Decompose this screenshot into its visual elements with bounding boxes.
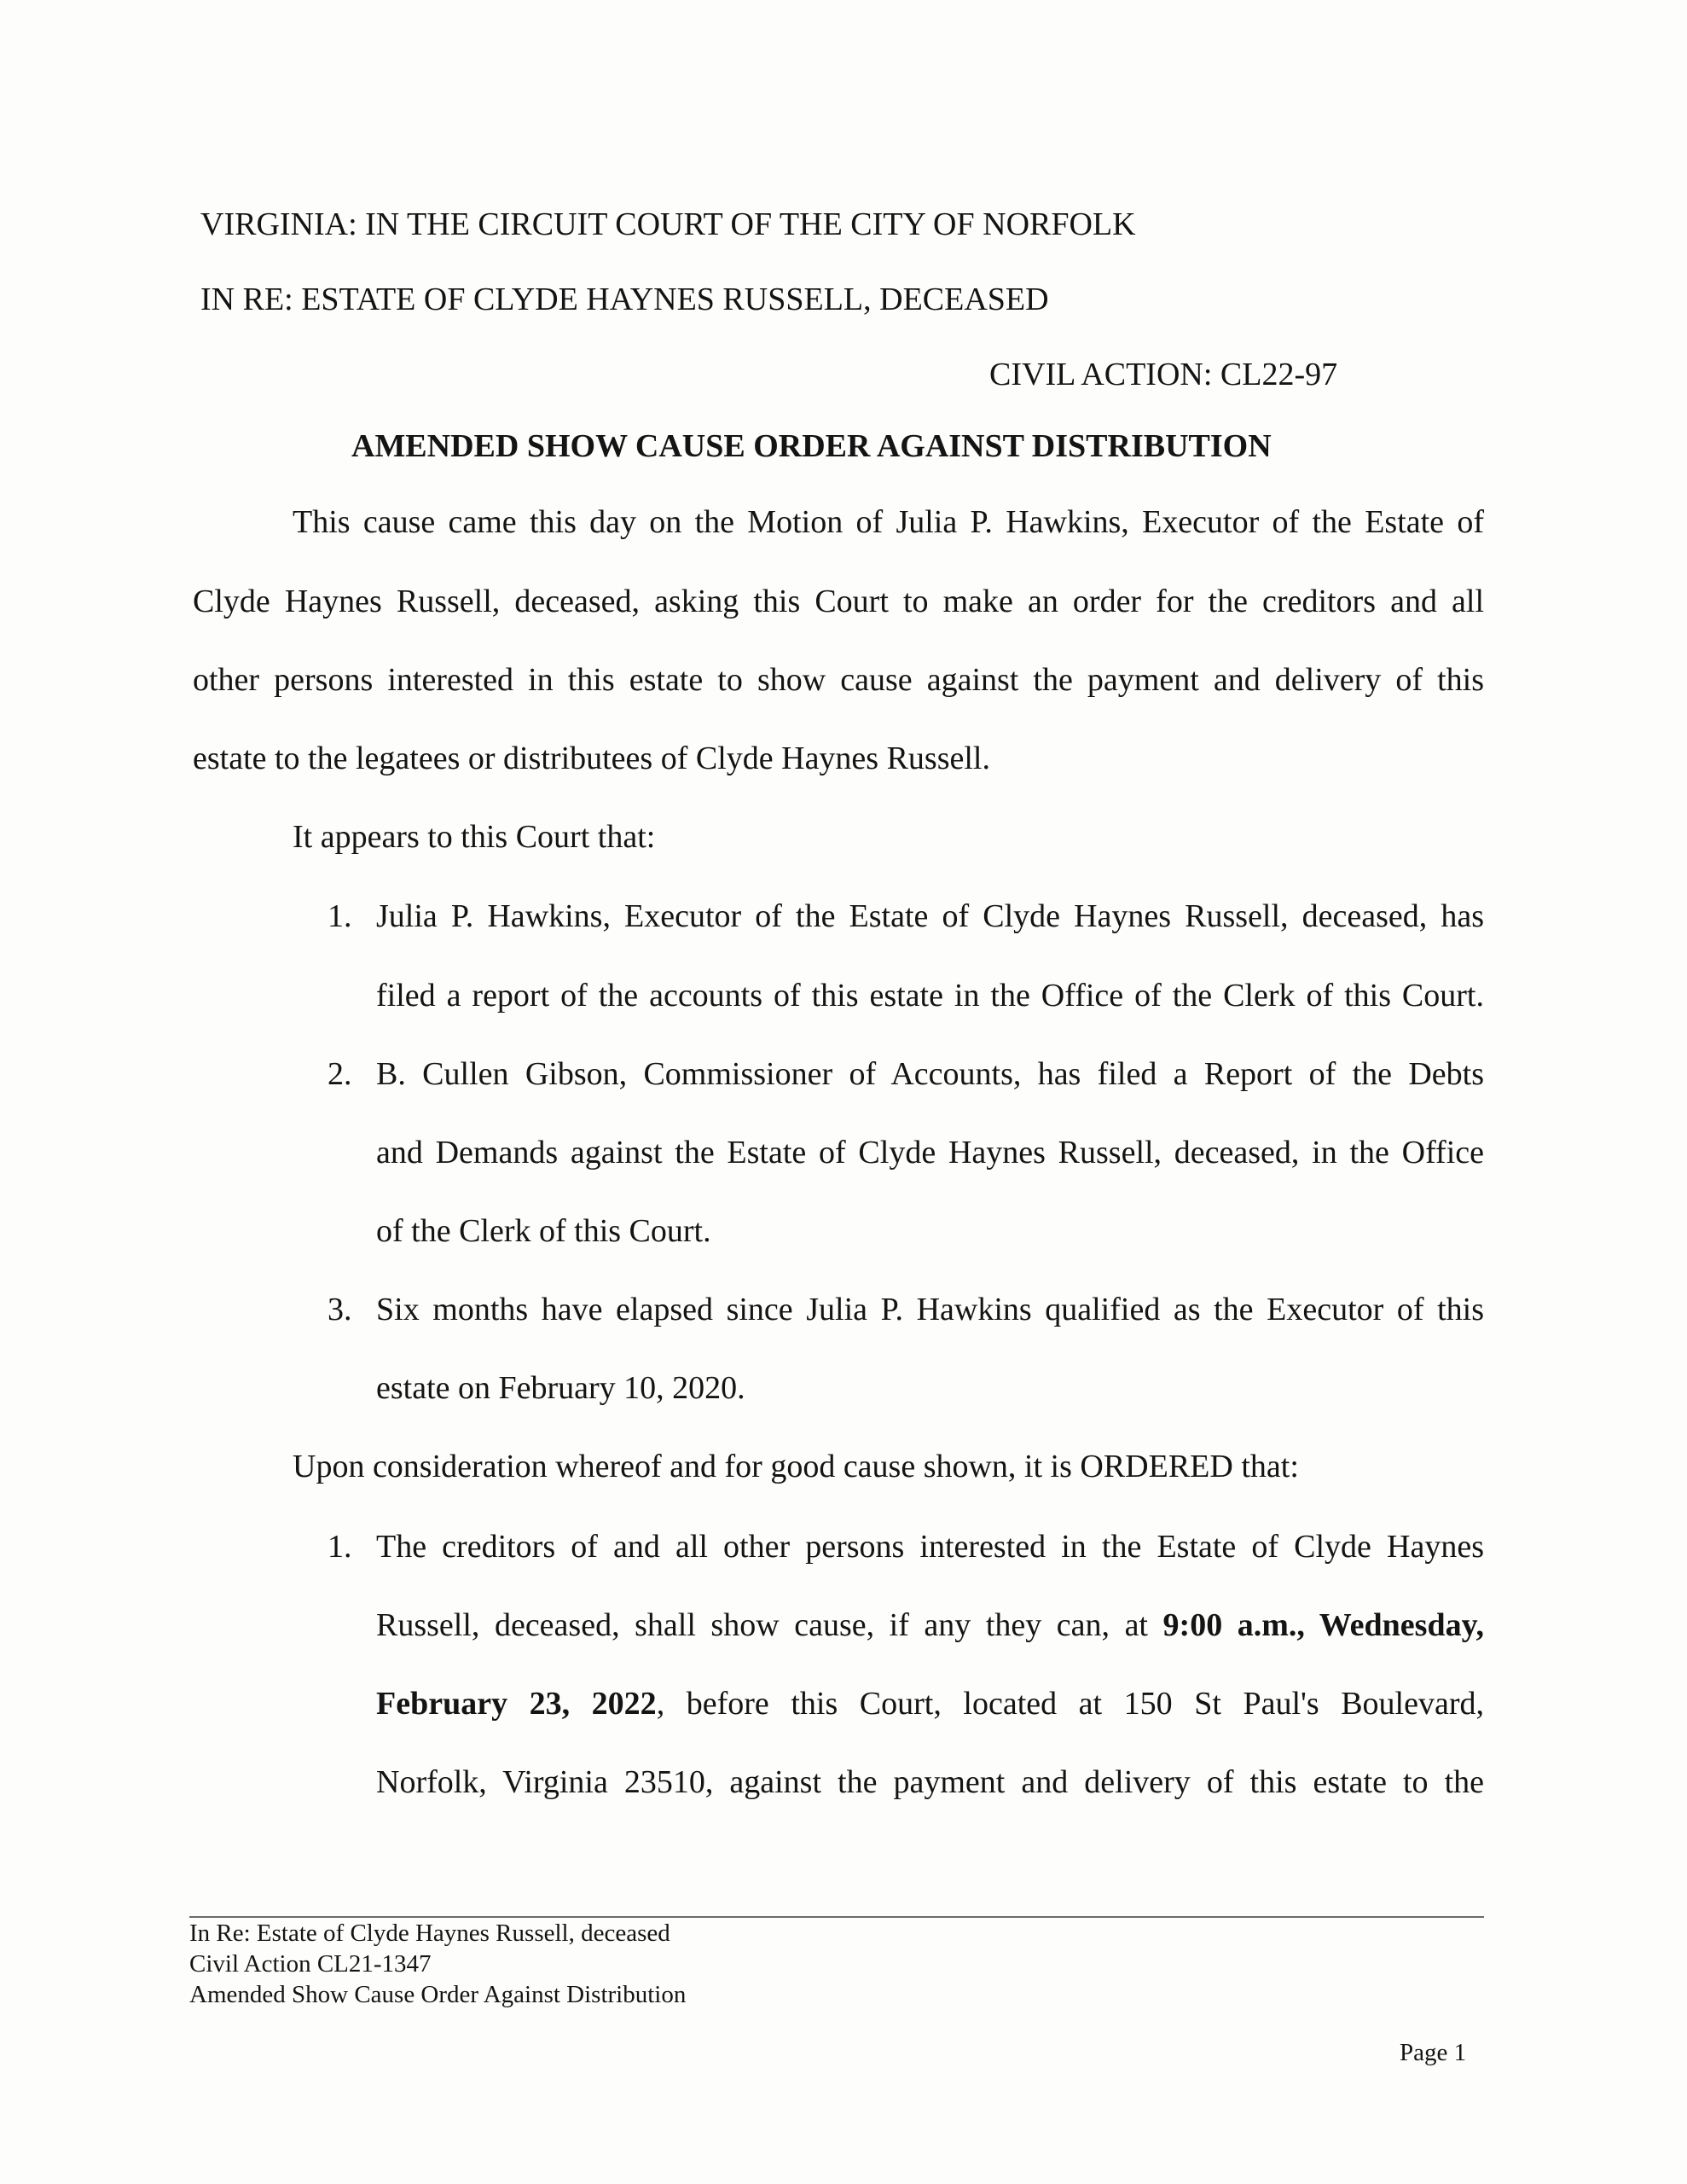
order-line: The creditors of and all other persons interested in the Estate of Clyde Haynes: [376, 1529, 1484, 1565]
court-heading: VIRGINIA: IN THE CIRCUIT COURT OF THE CITY OF NORFOLK: [200, 206, 1136, 242]
order-line: [376, 1687, 1484, 1720]
footer-line: In Re: Estate of Clyde Haynes Russell, deceased: [189, 1920, 670, 1947]
intro-line: Clyde Haynes Russell, deceased, asking this Court to make an order for the creditors and all: [193, 584, 1484, 619]
civil-action-number: CIVIL ACTION: CL22-97: [989, 357, 1338, 392]
finding-line: filed a report of the accounts of this estate in the Office of the Clerk of this Court.: [376, 978, 1484, 1014]
finding-number: 1.: [328, 898, 352, 934]
order-number: 1.: [328, 1529, 352, 1565]
order-text: , before this Court, located at 150 St Paul's Boulevard,: [656, 1686, 1484, 1722]
order-line: [376, 1609, 1484, 1641]
intro-line: This cause came this day on the Motion of Julia P. Hawkins, Executor of the Estate of: [293, 504, 1484, 540]
page-number: Page 1: [1400, 2039, 1467, 2066]
intro-line: other persons interested in this estate to show cause against the payment and delivery of this: [193, 662, 1484, 698]
finding-line: of the Clerk of this Court.: [376, 1213, 711, 1249]
finding-line: and Demands against the Estate of Clyde Haynes Russell, deceased, in the Office: [376, 1135, 1484, 1170]
finding-number: 3.: [328, 1292, 352, 1327]
in-re-heading: IN RE: ESTATE OF CLYDE HAYNES RUSSELL, DECEASED: [200, 282, 1049, 317]
hearing-date: February 23, 2022: [376, 1686, 657, 1722]
order-text: Russell, deceased, shall show cause, if any they can, at: [376, 1607, 1163, 1643]
footer-line: Civil Action CL21-1347: [189, 1950, 432, 1978]
footer-line: Amended Show Cause Order Against Distribution: [189, 1981, 687, 2008]
finding-line: B. Cullen Gibson, Commissioner of Accounts, has filed a Report of the Debts: [376, 1056, 1484, 1092]
finding-line: Julia P. Hawkins, Executor of the Estate of Clyde Haynes Russell, deceased, has: [376, 898, 1484, 934]
finding-number: 2.: [328, 1056, 352, 1092]
document-title: AMENDED SHOW CAUSE ORDER AGAINST DISTRIBUTION: [351, 428, 1272, 464]
finding-line: estate on February 10, 2020.: [376, 1370, 745, 1406]
appears-line: It appears to this Court that:: [293, 819, 656, 855]
intro-line: estate to the legatees or distributees of Clyde Haynes Russell.: [193, 741, 990, 776]
order-line: Norfolk, Virginia 23510, against the payment and delivery of this estate to the: [376, 1764, 1484, 1800]
finding-line: Six months have elapsed since Julia P. Hawkins qualified as the Executor of this: [376, 1292, 1484, 1327]
hearing-time: 9:00 a.m., Wednesday,: [1162, 1607, 1484, 1643]
ordered-line: Upon consideration whereof and for good cause shown, it is ORDERED that:: [293, 1449, 1299, 1484]
footer-divider: [189, 1916, 1484, 1918]
